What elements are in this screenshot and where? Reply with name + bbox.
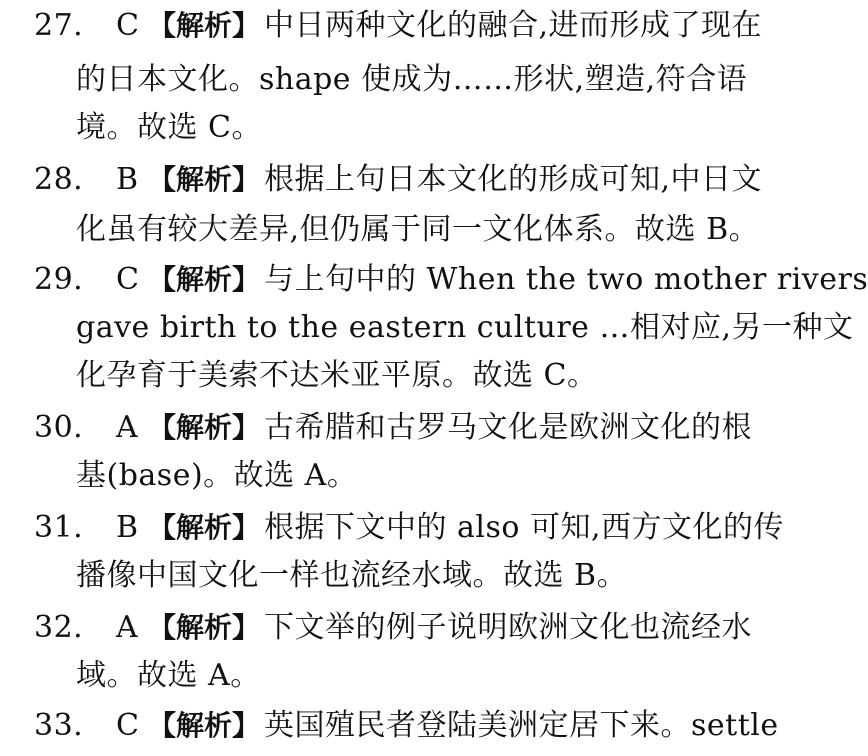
explanation-text: 根据上句日本文化的形成可知,中日文 [264,162,763,197]
question-number: 29. [34,262,84,297]
entry-29-line-3: 化孕育于美索不达米亚平原。故选 C。 [76,358,598,393]
answer-letter: B [116,510,139,545]
question-number: 31. [34,510,84,545]
analysis-tag: 【解析】 [148,611,261,644]
entry-27-line-2: 的日本文化。shape 使成为……形状,塑造,符合语 [76,62,748,97]
entry-33-line-1 [0,706,779,746]
answer-letter: C [116,8,140,43]
entry-31-line-1 [0,508,784,548]
entry-27-line-1 [0,6,762,46]
analysis-tag: 【解析】 [148,163,261,196]
analysis-tag: 【解析】 [148,411,261,444]
entry-29-line-2: gave birth to the eastern culture …相对应,另一种文 [76,310,854,345]
question-number: 28. [34,162,84,197]
analysis-tag: 【解析】 [148,263,261,296]
analysis-tag: 【解析】 [148,709,261,742]
entry-32-line-2: 域。故选 A。 [76,658,261,693]
entry-28-line-1 [0,160,762,200]
entry-32-line-1 [0,608,752,648]
explanation-text: 根据下文中的 also 可知,西方文化的传 [264,510,785,545]
explanation-text: 与上句中的 When the two mother rivers [264,262,868,297]
analysis-tag: 【解析】 [148,511,261,544]
question-number: 27. [34,8,84,43]
entry-27-line-3: 境。故选 C。 [76,110,262,145]
explanation-text: 下文举的例子说明欧洲文化也流经水 [264,610,753,645]
explanation-text: 中日两种文化的融合,进而形成了现在 [264,8,763,43]
entry-30-line-1 [0,408,752,448]
entry-28-line-2: 化虽有较大差异,但仍属于同一文化体系。故选 B。 [76,212,760,247]
answer-letter: A [116,410,139,445]
answer-letter: A [116,610,139,645]
entry-30-line-2: 基(base)。故选 A。 [76,458,358,493]
question-number: 33. [34,708,84,743]
answer-letter: C [116,262,140,297]
question-number: 30. [34,410,84,445]
question-number: 32. [34,610,84,645]
explanation-text: 古希腊和古罗马文化是欧洲文化的根 [264,410,753,445]
answer-letter: C [116,708,140,743]
answer-letter: B [116,162,139,197]
entry-29-line-1 [0,260,868,300]
entry-31-line-2: 播像中国文化一样也流经水域。故选 B。 [76,558,628,593]
explanation-text: 英国殖民者登陆美洲定居下来。settle [264,708,779,743]
analysis-tag: 【解析】 [148,9,261,42]
